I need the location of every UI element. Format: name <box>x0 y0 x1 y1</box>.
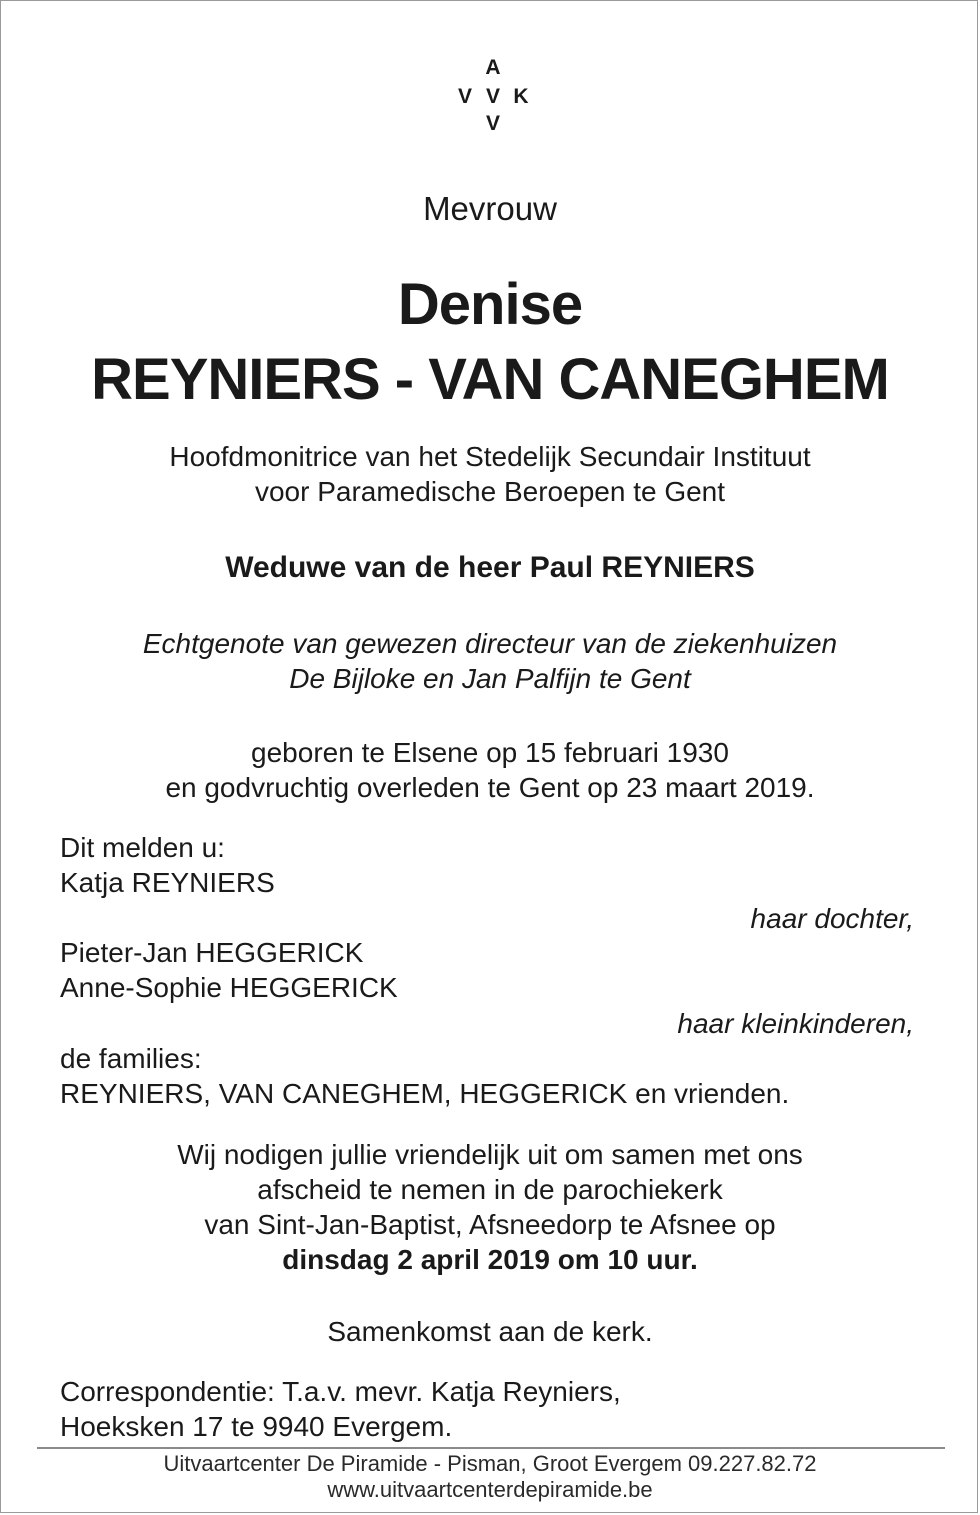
invitation-line-1: Wij nodigen jullie vriendelijk uit om samen met ons <box>177 1139 803 1170</box>
deceased-last-name: REYNIERS - VAN CANEGHEM <box>91 347 889 412</box>
grandchild-name-1: Pieter-Jan HEGGERICK <box>60 937 364 968</box>
grandchildren-role: haar kleinkinderen, <box>677 1008 914 1039</box>
families-list: REYNIERS, VAN CANEGHEM, HEGGERICK en vrienden. <box>60 1078 790 1109</box>
announcers-intro: Dit melden u: <box>60 832 225 863</box>
invitation-line-3: van Sint-Jan-Baptist, Afsneedorp te Afsnee op <box>204 1209 776 1240</box>
emblem-letter-left: V <box>457 85 472 108</box>
emblem-letter-right: K <box>513 85 529 108</box>
deceased-first-name: Denise <box>397 272 583 337</box>
death-line: en godvruchtig overleden te Gent op 23 maart 2019. <box>165 772 815 803</box>
funeral-datetime: dinsdag 2 april 2019 om 10 uur. <box>282 1244 698 1275</box>
daughter-role: haar dochter, <box>750 903 914 934</box>
spouse-info-line-2: De Bijloke en Jan Palfijn te Gent <box>289 663 691 694</box>
correspondence-line-2: Hoeksken 17 te 9940 Evergem. <box>60 1411 453 1442</box>
footer-website[interactable]: www.uitvaartcenterdepiramide.be <box>327 1477 653 1502</box>
footer-company: Uitvaartcenter De Piramide - Pisman, Groot Evergem 09.227.82.72 <box>163 1451 817 1476</box>
widow-of: Weduwe van de heer Paul REYNIERS <box>225 551 755 584</box>
emblem-letter-center: V <box>485 85 500 108</box>
grandchild-name-2: Anne-Sophie HEGGERICK <box>60 972 398 1003</box>
gathering-note: Samenkomst aan de kerk. <box>327 1316 653 1347</box>
emblem-letter-bottom: V <box>485 112 500 135</box>
function-line-1: Hoofdmonitrice van het Stedelijk Secundair Instituut <box>169 441 811 472</box>
daughter-name: Katja REYNIERS <box>60 867 275 898</box>
emblem-letter-top: A <box>485 56 501 79</box>
correspondence-line-1: Correspondentie: T.a.v. mevr. Katja Reyniers, <box>60 1376 621 1407</box>
families-intro: de families: <box>60 1043 202 1074</box>
function-line-2: voor Paramedische Beroepen te Gent <box>254 476 726 507</box>
footer-divider <box>37 1447 945 1449</box>
title-salutation: Mevrouw <box>423 190 557 227</box>
spouse-info-line-1: Echtgenote van gewezen directeur van de ziekenhuizen <box>142 628 838 659</box>
birth-line: geboren te Elsene op 15 februari 1930 <box>251 737 729 768</box>
cross-emblem-icon <box>451 57 535 137</box>
invitation-line-2: afscheid te nemen in de parochiekerk <box>257 1174 723 1205</box>
